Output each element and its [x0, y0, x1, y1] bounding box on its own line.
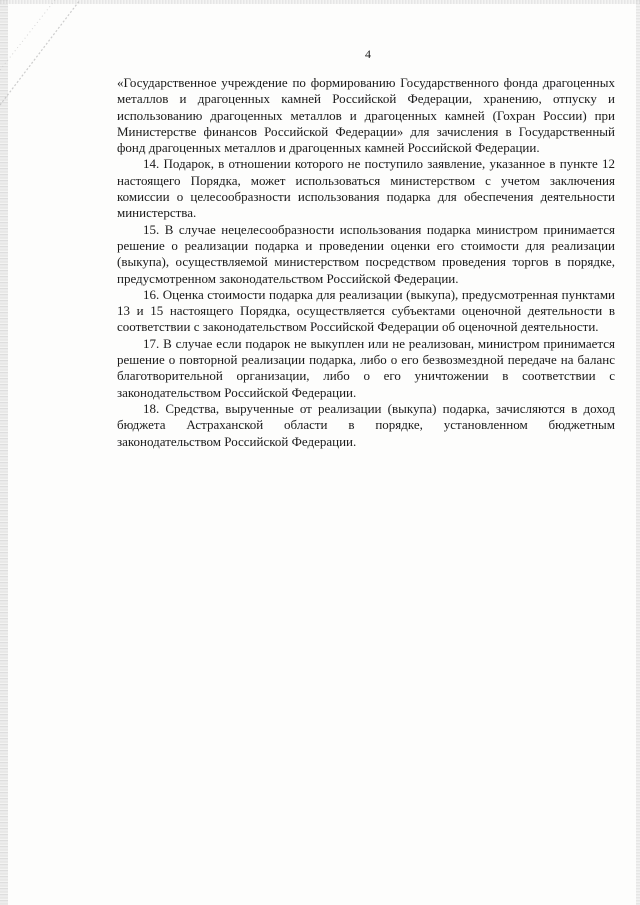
scan-artifact [0, 0, 110, 110]
document-body [117, 75, 615, 450]
paragraph-16: 16. Оценка стоимости подарка для реализации (выкупа), предусмотренная пунктами 13 и 15 настоящего Порядка, осуществляется субъектами оценочной деятельности в соответствии с законодательством Российской Федерации об оценочной деятельности. [117, 286, 615, 335]
page-number: 4 [365, 47, 371, 61]
paragraph-continuation: «Государственное учреждение по формированию Государственного фонда драгоценных металлов и драгоценных камней Российской Федерации, хранению, отпуску и использованию драгоценных металлов и драгоценных камней (Гохран России) при Министерстве финансов Российской Федерации» для зачисления в Государственный фонд драгоценных металлов и драгоценных камней Российской Федерации. [117, 75, 615, 156]
scan-edge-left [0, 0, 8, 905]
paragraph-15: 15. В случае нецелесообразности использования подарка министром принимается решение о реализации подарка и проведении оценки его стоимости для реализации (выкупа), осуществляемой министерством посредством проведения торгов в порядке, предусмотренном законодательством Российской Федерации. [117, 221, 615, 286]
paragraph-17: 17. В случае если подарок не выкуплен или не реализован, министром принимается решение о повторной реализации подарка, либо о его безвозмездной передаче на баланс благотворительной организации, либо о его уничтожении в соответствии с законодательством Российской Федерации. [117, 335, 615, 400]
paragraph-14: 14. Подарок, в отношении которого не поступило заявление, указанное в пункте 12 настоящего Порядка, может использоваться министерством с учетом заключения комиссии о целесообразности использования подарка для обеспечения деятельности министерства. [117, 156, 615, 221]
paragraph-18: 18. Средства, вырученные от реализации (выкупа) подарка, зачисляются в доход бюджета Астраханской области в порядке, установленном бюджетным законодательством Российской Федерации. [117, 400, 615, 449]
scan-edge-right [636, 0, 640, 905]
